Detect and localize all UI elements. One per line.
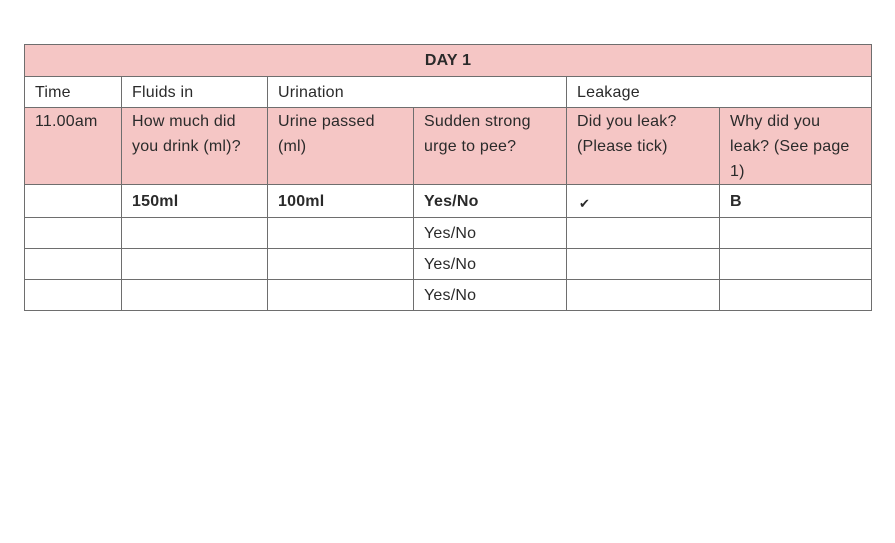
leak-question: Did you leak? (Please tick) — [567, 108, 720, 185]
example-fluids-cell[interactable]: 150ml — [122, 185, 268, 218]
time-cell[interactable] — [25, 280, 122, 311]
why-cell[interactable] — [720, 280, 872, 311]
why-cell[interactable] — [720, 218, 872, 249]
time-header: Time — [25, 77, 122, 108]
group-header-row — [25, 77, 872, 108]
example-urge-cell[interactable]: Yes/No — [414, 185, 567, 218]
fluids-in-header: Fluids in — [122, 77, 268, 108]
urine-cell[interactable] — [268, 249, 414, 280]
leakage-header: Leakage — [567, 77, 872, 108]
subheader-row — [25, 108, 872, 185]
example-row — [25, 185, 872, 218]
leak-cell[interactable] — [567, 218, 720, 249]
table-row — [25, 218, 872, 249]
day-title: DAY 1 — [25, 45, 872, 77]
urge-cell[interactable]: Yes/No — [414, 280, 567, 311]
fluids-cell[interactable] — [122, 249, 268, 280]
urine-question: Urine passed (ml) — [268, 108, 414, 185]
time-cell[interactable] — [25, 218, 122, 249]
fluids-cell[interactable] — [122, 280, 268, 311]
fluids-question: How much did you drink (ml)? — [122, 108, 268, 185]
why-question: Why did you leak? (See page 1) — [720, 108, 872, 185]
fluids-cell[interactable] — [122, 218, 268, 249]
table-row — [25, 249, 872, 280]
example-why-cell[interactable]: B — [720, 185, 872, 218]
urge-cell[interactable]: Yes/No — [414, 218, 567, 249]
urine-cell[interactable] — [268, 280, 414, 311]
urination-header: Urination — [268, 77, 567, 108]
time-cell[interactable] — [25, 249, 122, 280]
leak-cell[interactable] — [567, 249, 720, 280]
title-row — [25, 45, 872, 77]
example-time-cell[interactable] — [25, 185, 122, 218]
example-leak-cell[interactable] — [567, 185, 720, 218]
why-cell[interactable] — [720, 249, 872, 280]
table-row — [25, 280, 872, 311]
example-urine-cell[interactable]: 100ml — [268, 185, 414, 218]
urge-question: Sudden strong urge to pee? — [414, 108, 567, 185]
urge-cell[interactable]: Yes/No — [414, 249, 567, 280]
leak-cell[interactable] — [567, 280, 720, 311]
bladder-diary-table — [24, 44, 872, 311]
time-value: 11.00am — [25, 108, 122, 185]
urine-cell[interactable] — [268, 218, 414, 249]
tick-icon: ✔ — [579, 195, 591, 211]
